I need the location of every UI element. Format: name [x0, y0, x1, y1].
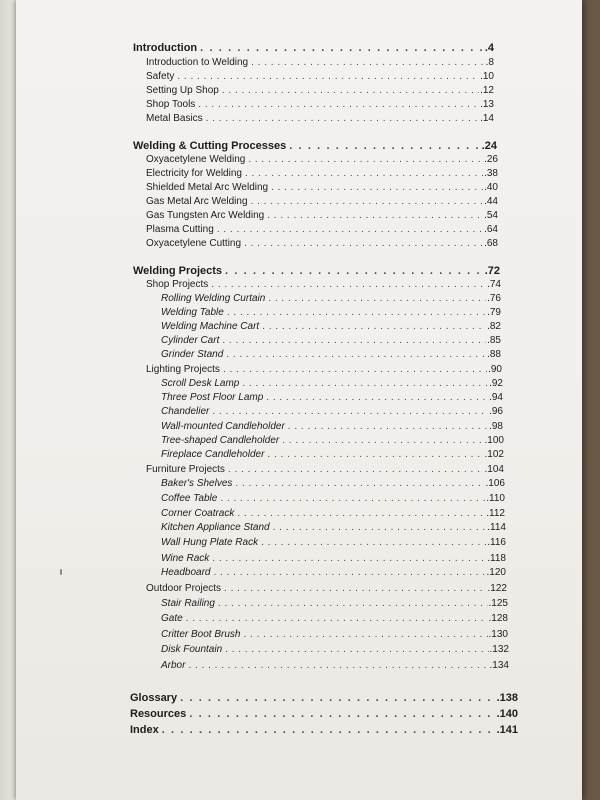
dot-leader: [235, 477, 484, 490]
dot-leader: [223, 363, 487, 376]
toc-group-title: Outdoor Projects: [146, 583, 222, 594]
toc-page-number: .92: [489, 378, 503, 389]
toc-project-entry[interactable]: [161, 643, 509, 656]
toc-page-number: .100: [484, 435, 504, 446]
toc-entry-title: Shielded Metal Arc Welding: [146, 182, 269, 193]
dot-leader: [251, 56, 485, 69]
toc-page-number: .10: [480, 71, 494, 82]
toc-page-number: .134: [489, 660, 509, 671]
dot-leader: [225, 643, 488, 656]
dot-leader: [248, 153, 483, 166]
toc-project-entry[interactable]: [161, 405, 503, 418]
toc-entry[interactable]: [146, 153, 498, 166]
toc-entry-title: Oxyacetylene Welding: [146, 154, 246, 165]
toc-heading-title: Glossary: [130, 692, 178, 704]
toc-project-entry[interactable]: [161, 334, 501, 347]
toc-page-number: .54: [484, 210, 498, 221]
dot-leader: [251, 195, 484, 208]
toc-entry-title: Kitchen Appliance Stand: [161, 522, 270, 533]
toc-page-number: .74: [487, 279, 501, 290]
toc-page-number: .116: [487, 537, 506, 548]
dot-leader: [180, 691, 495, 705]
toc-page-number: .8: [485, 57, 494, 68]
toc-page-number: .38: [484, 168, 498, 179]
toc-project-entry[interactable]: [161, 292, 501, 305]
dot-leader: [245, 167, 483, 180]
toc-page-number: .85: [487, 335, 501, 346]
dot-leader: [288, 420, 488, 433]
dot-leader: [243, 628, 487, 641]
toc-project-entry[interactable]: [161, 521, 506, 534]
toc-project-entry[interactable]: [161, 566, 506, 579]
dot-leader: [242, 377, 488, 390]
toc-project-entry[interactable]: [161, 348, 501, 361]
toc-entry-title: Chandelier: [161, 406, 210, 417]
toc-page-number: .64: [484, 224, 498, 235]
toc-page-number: .94: [489, 392, 503, 403]
dot-leader: [217, 223, 483, 236]
toc-entry-title: Welding Machine Cart: [161, 321, 260, 332]
dot-leader: [224, 582, 486, 595]
toc-page-number: .122: [487, 583, 507, 594]
toc-project-entry[interactable]: [161, 448, 504, 461]
toc-entry-title: Cylinder Cart: [161, 335, 220, 346]
toc-page-number: .130: [488, 629, 508, 640]
toc-entry-title: Headboard: [161, 567, 211, 578]
toc-page-number: .79: [487, 307, 501, 318]
toc-page-number: .13: [480, 99, 494, 110]
toc-entry-title: Oxyacetylene Cutting: [146, 238, 242, 249]
toc-entry-title: Electricity for Welding: [146, 168, 242, 179]
toc-page-number: .140: [496, 708, 518, 720]
toc-entry-title: Tree-shaped Candleholder: [161, 435, 280, 446]
dot-leader: [225, 264, 484, 278]
toc-page-number: .112: [486, 508, 505, 519]
toc-group-outdoor-projects[interactable]: [146, 582, 507, 595]
toc-entry[interactable]: [146, 181, 498, 194]
dot-leader: [177, 70, 479, 83]
toc-entry[interactable]: [146, 98, 494, 111]
dot-leader: [226, 348, 486, 361]
toc-entry-title: Introduction to Welding: [146, 57, 249, 68]
toc-entry[interactable]: [146, 70, 494, 83]
toc-entry-title: Gas Tungsten Arc Welding: [146, 210, 265, 221]
dot-leader: [188, 659, 488, 672]
dot-leader: [200, 41, 484, 55]
toc-heading-title: Welding & Cutting Processes: [133, 140, 287, 152]
toc-page-number: .68: [484, 238, 498, 249]
toc-project-entry[interactable]: [161, 320, 501, 333]
toc-entry-title: Wall Hung Plate Rack: [161, 537, 259, 548]
toc-group-shop-projects[interactable]: [146, 278, 501, 291]
toc-page-number: .96: [489, 406, 503, 417]
toc-heading-processes[interactable]: [133, 139, 497, 153]
toc-entry[interactable]: [146, 167, 498, 180]
dot-leader: [186, 612, 488, 625]
toc-heading-title: Resources: [130, 708, 187, 720]
toc-page-number: .132: [489, 644, 509, 655]
dot-leader: [211, 278, 486, 291]
toc-heading-title: Index: [130, 724, 159, 736]
toc-group-title: Shop Projects: [146, 279, 209, 290]
toc-page-number: .110: [486, 493, 505, 504]
dot-leader: [268, 292, 486, 305]
toc-entry[interactable]: [146, 112, 494, 125]
toc-page-number: .12: [480, 85, 494, 96]
toc-entry[interactable]: [146, 223, 498, 236]
dot-leader: [244, 237, 483, 250]
dot-leader: [237, 507, 485, 520]
toc-page-number: .76: [487, 293, 501, 304]
toc-project-entry[interactable]: [161, 306, 501, 319]
toc-heading-title: Welding Projects: [133, 265, 223, 277]
toc-entry-title: Safety: [146, 71, 175, 82]
toc-entry-title: Rolling Welding Curtain: [161, 293, 266, 304]
toc-entry[interactable]: [146, 209, 498, 222]
dot-leader: [189, 707, 495, 721]
toc-group-title: Lighting Projects: [146, 364, 220, 375]
toc-heading-glossary[interactable]: [130, 691, 518, 705]
toc-project-entry[interactable]: [161, 552, 506, 565]
toc-entry-title: Gate: [161, 613, 183, 624]
toc-project-entry[interactable]: [161, 536, 506, 549]
toc-entry[interactable]: [146, 237, 498, 250]
toc-heading-introduction[interactable]: [133, 41, 494, 55]
toc-entry-title: Plasma Cutting: [146, 224, 214, 235]
toc-entry-title: Scroll Desk Lamp: [161, 378, 240, 389]
toc-page-number: .128: [488, 613, 508, 624]
toc-page-number: .138: [496, 692, 518, 704]
dot-leader: [220, 492, 485, 505]
toc-page-number: .88: [487, 349, 501, 360]
toc-page-number: .98: [489, 421, 503, 432]
toc-page-number: .120: [486, 567, 506, 578]
toc-entry-title: Corner Coatrack: [161, 508, 235, 519]
toc-entry-title: Gas Metal Arc Welding: [146, 196, 248, 207]
toc-page-number: .118: [487, 553, 506, 564]
dot-leader: [267, 209, 483, 222]
toc-project-entry[interactable]: [161, 612, 508, 625]
dot-leader: [212, 405, 488, 418]
toc-project-entry[interactable]: [161, 477, 505, 490]
toc-page-number: .102: [484, 449, 504, 460]
toc-entry[interactable]: [146, 195, 498, 208]
dot-leader: [213, 566, 485, 579]
toc-entry-title: Metal Basics: [146, 113, 203, 124]
dot-leader: [162, 723, 496, 737]
toc-page-number: .141: [496, 724, 518, 736]
toc-heading-projects[interactable]: [133, 264, 500, 278]
toc-entry-title: Arbor: [161, 660, 186, 671]
toc-entry-title: Welding Table: [161, 307, 224, 318]
dot-leader: [198, 98, 479, 111]
toc-page-number: .90: [488, 364, 502, 375]
toc-project-entry[interactable]: [161, 507, 505, 520]
dot-leader: [218, 597, 488, 610]
toc-entry-title: Fireplace Candleholder: [161, 449, 265, 460]
dot-leader: [267, 448, 483, 461]
toc-entry-title: Wine Rack: [161, 553, 210, 564]
toc-group-title: Furniture Projects: [146, 464, 225, 475]
toc-project-entry[interactable]: [161, 420, 503, 433]
toc-entry-title: Baker's Shelves: [161, 478, 233, 489]
toc-page-number: .26: [484, 154, 498, 165]
toc-page-number: .125: [488, 598, 508, 609]
toc-entry-title: Three Post Floor Lamp: [161, 392, 264, 403]
dot-leader: [228, 463, 484, 476]
toc-heading-title: Introduction: [133, 42, 198, 54]
dot-leader: [266, 391, 488, 404]
toc-project-entry[interactable]: [161, 391, 503, 404]
toc-entry-title: Grinder Stand: [161, 349, 224, 360]
toc-entry-title: Setting Up Shop: [146, 85, 219, 96]
toc-project-entry[interactable]: [161, 628, 508, 641]
toc-entry[interactable]: [146, 84, 494, 97]
dot-leader: [222, 84, 479, 97]
toc-heading-index[interactable]: [130, 723, 518, 737]
toc-entry-title: Critter Boot Brush: [161, 629, 241, 640]
dot-leader: [262, 320, 486, 333]
dot-leader: [206, 112, 479, 125]
dot-leader: [273, 521, 487, 534]
dot-leader: [261, 536, 486, 549]
toc-page-number: .72: [484, 265, 500, 277]
dot-leader: [289, 139, 480, 153]
toc-entry-title: Disk Fountain: [161, 644, 223, 655]
toc-entry[interactable]: [146, 56, 494, 69]
dot-leader: [282, 434, 483, 447]
toc-project-entry[interactable]: [161, 434, 504, 447]
toc-group-furniture-projects[interactable]: [146, 463, 504, 476]
toc-page-number: .40: [484, 182, 498, 193]
dot-leader: [227, 306, 486, 319]
toc-group-lighting-projects[interactable]: [146, 363, 502, 376]
dot-leader: [222, 334, 486, 347]
toc-project-entry[interactable]: [161, 659, 509, 672]
toc-entry-title: Wall-mounted Candleholder: [161, 421, 285, 432]
toc-page-number: .4: [484, 42, 494, 54]
toc-project-entry[interactable]: [161, 377, 503, 390]
toc-page-number: .82: [487, 321, 501, 332]
toc-page-number: .24: [481, 140, 497, 152]
toc-page-number: .114: [487, 522, 506, 533]
dot-leader: [271, 181, 483, 194]
toc-page-number: .14: [480, 113, 494, 124]
toc-page-number: .44: [484, 196, 498, 207]
toc-page-number: .106: [485, 478, 505, 489]
toc-page-number: .104: [484, 464, 504, 475]
dot-leader: [212, 552, 486, 565]
toc-project-entry[interactable]: [161, 597, 508, 610]
toc-entry-title: Stair Railing: [161, 598, 215, 609]
toc-project-entry[interactable]: [161, 492, 505, 505]
toc-heading-resources[interactable]: [130, 707, 518, 721]
toc-entry-title: Shop Tools: [146, 99, 196, 110]
toc-entry-title: Coffee Table: [161, 493, 218, 504]
